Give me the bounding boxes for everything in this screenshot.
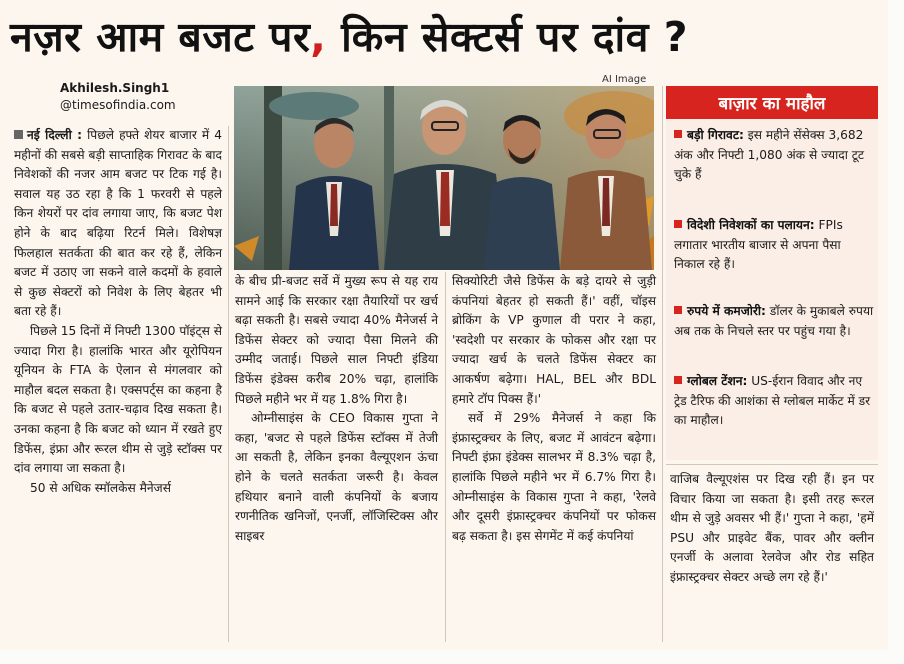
column-divider [228,126,229,642]
bullet-square-icon [674,376,682,384]
market-mood-item [674,216,874,275]
article-photo [234,86,654,270]
dateline-square-icon [14,130,23,139]
item-text: डॉलर के मुकाबले रुपया अब तक के निचले स्तर पर पहुंच गया है। [674,304,874,338]
bullet-square-icon [674,220,682,228]
headline-comma: , [310,13,327,61]
market-mood-item [674,302,874,341]
market-mood-title: बाज़ार का माहौल [666,86,878,119]
bullet-square-icon [674,130,682,138]
item-heading: ग्लोबल टेंशन: [687,374,748,388]
column-divider [662,86,663,642]
headline [10,8,880,70]
column1-para2: पिछले 15 दिनों में निफ्टी 1300 पॉइंट्स से ज्यादा गिरा है। हालांकि भारत और यूरोपियन यूनियन के FTA के ऐलान से मंगलवार को माहौल बदल सकता है। एक्सपर्ट्स का कहना है कि बजट से पहले उतार-चढ़ाव दिख सकता है। उनका कहना है कि बजट को ध्यान में रखते हुए डिफेंस, इंफ्रा और रूरल थीम से जुड़े स्टॉक्स पर दांव लगाया जा सकता है। [14,323,222,476]
column3-para1: सिक्योरिटी जैसे डिफेंस के बड़े दायरे से जुड़ी कंपनियां बेहतर हो सकती हैं।' वहीं, चॉइस ब्रोकिंग के VP कुणाल वी परार ने कहा, 'स्वदेशी पर सरकार के फोकस और रक्षा पर ज्यादा खर्च के चलते डिफेंस सेक्टर का आकर्षण बढ़ेगा। HAL, BEL और BDL हमारे टॉप पिक्स हैं।' [452,274,656,406]
bullet-square-icon [674,306,682,314]
ai-image-tag: AI Image [602,74,647,85]
dateline: नई दिल्ली : [27,128,83,142]
item-heading: रुपये में कमजोरी: [687,304,766,318]
article-column-4 [670,470,874,588]
photo-illustration [234,86,654,270]
item-heading: विदेशी निवेशकों का पलायन: [687,218,815,232]
column2-para2: ओम्नीसाइंस के CEO विकास गुप्ता ने कहा, 'बजट से पहले डिफेंस स्टॉक्स में तेजी आ सकती है, लेकिन इनका वैल्यूएशन ऊंचा होने के चलते सतर्कता जरूरी है। केवल हथियार बनाने वाली कंपनियों के बजाय रणनीतिक खनिजों, एनर्जी, लॉजिस्टिक्स और साइबर [235,411,438,543]
column3-para2: सर्वे में 29% मैनेजर्स ने कहा कि इंफ्रास्ट्रक्चर के लिए, बजट में आवंटन बढ़ेगा। निफ्टी इंफ्रा इंडेक्स सालभर में 8.3% चढ़ा है, हालांकि पिछले महीने भर में 6.7% गिरा है। ओम्नीसाइंस के विकास गुप्ता ने कहा, 'रेलवे और दूसरी इंफ्रास्ट्रक्चर कंपनियों पर फोकस बढ़ सकता है। इस सेगमेंट में कई कंपनियां [452,411,656,543]
item-heading: बड़ी गिरावट: [687,128,744,142]
column1-para3: 50 से अधिक स्मॉलकेस मैनेजर्स [30,480,171,495]
article-column-3 [452,272,656,546]
market-mood-item [674,372,874,431]
box-divider [666,464,878,465]
column-divider [445,272,446,642]
article-column-2 [235,272,438,546]
market-mood-item [674,126,874,185]
headline-part1: नज़र आम बजट पर [10,13,311,61]
byline-author: Akhilesh.Singh1 [60,81,170,95]
headline-part2: किन सेक्टर्स पर दांव ? [326,13,689,61]
byline-handle: @timesofindia.com [60,98,176,112]
column1-para1: पिछले हफ्ते शेयर बाजार में 4 महीनों की सबसे बड़ी साप्ताहिक गिरावट के बाद निवेशकों की नजर आम बजट पर टिक गई है। सवाल यह उठ रहा है कि 1 फरवरी से पहले किन शेयरों पर दांव लगाया जाए, कि बजट पेश होने के बाद बढ़िया रिटर्न मिले। विशेषज्ञ फिलहाल सतर्कता की बात कर रहे हैं, लेकिन बजट में उठाए जा सकने वाले कदमों के हवाले से कुछ सेक्टरों को निवेश के लिए बेहतर भी बता रहे हैं। [14,128,222,319]
item-text: US-ईरान विवाद और नए ट्रेड टैरिफ की आशंका से ग्लोबल मार्केट में डर का माहौल। [674,374,871,428]
column2-para1: के बीच प्री-बजट सर्वे में मुख्य रूप से यह राय सामने आई कि सरकार रक्षा तैयारियों पर खर्च बढ़ा सकती है। सबसे ज्यादा 40% मैनेजर्स ने डिफेंस सेक्टर को ज्यादा पैसा मिलने की उम्मीद जताई। पिछले साल निफ्टी इंडिया डिफेंस इंडेक्स करीब 20% चढ़ा, हालांकि पिछले महीने भर में यह 1.8% गिरा है। [235,274,438,406]
market-mood-box [666,86,878,460]
article-column-1 [14,126,222,498]
byline [60,80,176,114]
column4-para1: वाजिब वैल्यूएशंस पर दिख रही हैं। इन पर विचार किया जा सकता है। इसी तरह रूरल थीम से जुड़े अवसर भी हैं।' गुप्ता ने कहा, 'हमें PSU और प्राइवेट बैंक, पावर और क्लीन एनर्जी के अलावा रेलवेज और रोड सहित इंफ्रास्ट्रक्चर सेक्टर अच्छे लग रहे हैं।' [670,472,874,584]
item-text: FPIs लगातार भारतीय बाजार से अपना पैसा निकाल रहे हैं। [674,218,843,272]
item-text: इस महीने सेंसेक्स 3,682 अंक और निफ्टी 1,080 अंक से ज्यादा टूट चुके हैं [674,128,865,182]
